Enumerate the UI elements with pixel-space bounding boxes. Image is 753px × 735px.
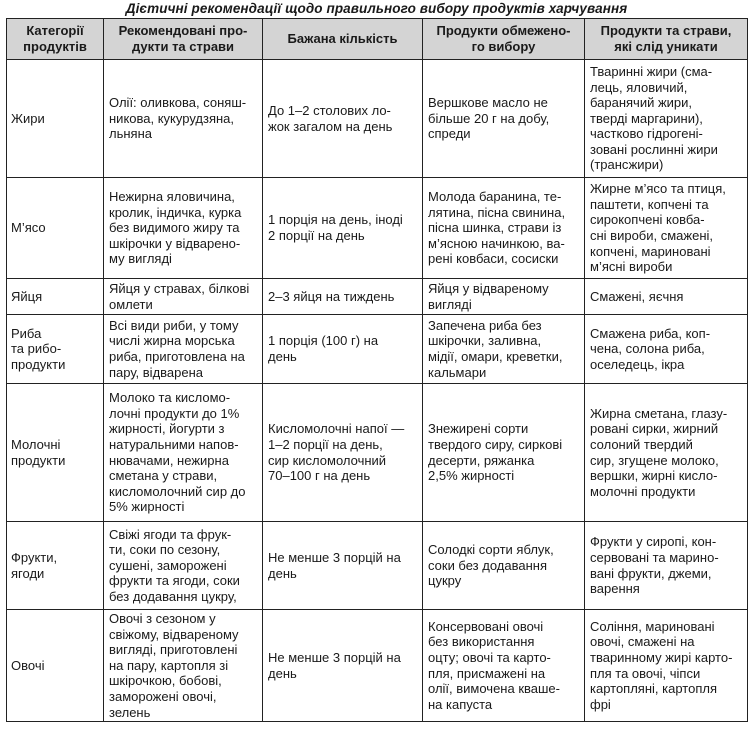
table-row — [7, 279, 748, 315]
document-page — [6, 0, 747, 722]
recommended-cell: Свіжі ягоди та фрук- ти, соки по сезону, сушені, заморожені фрукти та ягоди, соки без додавання цукру, — [104, 522, 263, 610]
recommended-cell: Всі види риби, у тому числі жирна морська риба, приготовлена на пару, відварена — [104, 315, 263, 384]
amount-cell: До 1–2 столових ло- жок загалом на день — [263, 60, 423, 178]
limited-cell: Солодкі сорти яблук, соки без додавання цукру — [423, 522, 585, 610]
category-cell: Молочні продукти — [7, 384, 104, 522]
limited-cell: Яйця у відвареному вигляді — [423, 279, 585, 315]
limited-cell: Консервовані овочі без використання оцту; овочі та карто- пля, присмажені на олії, вимочена кваше- на капуста — [423, 610, 585, 722]
header-limited: Продукти обмежено- го вибору — [423, 19, 585, 60]
recommended-cell: Яйця у стравах, білкові омлети — [104, 279, 263, 315]
amount-cell: Не менше 3 порцій на день — [263, 610, 423, 722]
table-row — [7, 60, 748, 178]
avoid-cell: Тваринні жири (сма- лець, яловичий, баранячий жири, тверді маргарини), частково гідрогені- зовані рослинні жири (трансжири) — [585, 60, 748, 178]
limited-cell: Знежирені сорти твердого сиру, сиркові десерти, ряжанка 2,5% жирності — [423, 384, 585, 522]
avoid-cell: Соління, мариновані овочі, смажені на тваринному жирі карто- пля та овочі, чіпси картопляні, картопля фрі — [585, 610, 748, 722]
recommended-cell: Нежирна яловичина, кролик, індичка, курка без видимого жиру та шкірочки у відварено- му вигляді — [104, 178, 263, 279]
limited-cell: Запечена риба без шкірочки, заливна, мідії, омари, креветки, кальмари — [423, 315, 585, 384]
diet-recommendations-table — [6, 18, 748, 722]
category-cell: М’ясо — [7, 178, 104, 279]
limited-cell: Молода баранина, те- лятина, пісна свинина, пісна шинка, страви із м’ясною начинкою, ва- рені ковбаси, сосиски — [423, 178, 585, 279]
header-avoid: Продукти та страви, які слід уникати — [585, 19, 748, 60]
avoid-cell: Смажені, яєчня — [585, 279, 748, 315]
category-cell: Овочі — [7, 610, 104, 722]
category-cell: Яйця — [7, 279, 104, 315]
table-row — [7, 178, 748, 279]
recommended-cell: Олії: оливкова, соняш- никова, кукурудзяна, льняна — [104, 60, 263, 178]
amount-cell: 1 порція (100 г) на день — [263, 315, 423, 384]
amount-cell: 1 порція на день, іноді 2 порції на день — [263, 178, 423, 279]
avoid-cell: Жирне м’ясо та птиця, паштети, копчені та сирокопчені ковба- сні вироби, смажені, копчені, мариновані м’ясні вироби — [585, 178, 748, 279]
category-cell: Фрукти, ягоди — [7, 522, 104, 610]
amount-cell: Не менше 3 порцій на день — [263, 522, 423, 610]
amount-cell: Кисломолочні напої — 1–2 порції на день, сир кисломолочний 70–100 г на день — [263, 384, 423, 522]
category-cell: Риба та рибо- продукти — [7, 315, 104, 384]
avoid-cell: Жирна сметана, глазу- ровані сирки, жирний солоний твердий сир, згущене молоко, вершки, жирні кисло- молочні продукти — [585, 384, 748, 522]
category-cell: Жири — [7, 60, 104, 178]
header-category: Категорії продуктів — [7, 19, 104, 60]
table-row — [7, 610, 748, 722]
header-recommended: Рекомендовані про- дукти та страви — [104, 19, 263, 60]
avoid-cell: Фрукти у сиропі, кон- сервовані та марино- вані фрукти, джеми, варення — [585, 522, 748, 610]
table-row — [7, 315, 748, 384]
recommended-cell: Овочі з сезоном у свіжому, відвареному вигляді, приготовлені на пару, картопля зі шкірочкою, бобові, заморожені овочі, зелень — [104, 610, 263, 722]
table-title: Дієтичні рекомендації щодо правильного вибору продуктів харчування — [125, 1, 628, 16]
table-row — [7, 384, 748, 522]
header-row — [7, 19, 748, 60]
amount-cell: 2–3 яйця на тиждень — [263, 279, 423, 315]
header-amount: Бажана кількість — [263, 19, 423, 60]
recommended-cell: Молоко та кисломо- лочні продукти до 1% жирності, йогурти з натуральними напов- нювачами, нежирна сметана у страви, кисломолочний сир до 5% жирності — [104, 384, 263, 522]
table-row — [7, 522, 748, 610]
limited-cell: Вершкове масло не більше 20 г на добу, спреди — [423, 60, 585, 178]
avoid-cell: Смажена риба, коп- чена, солона риба, оселедець, ікра — [585, 315, 748, 384]
